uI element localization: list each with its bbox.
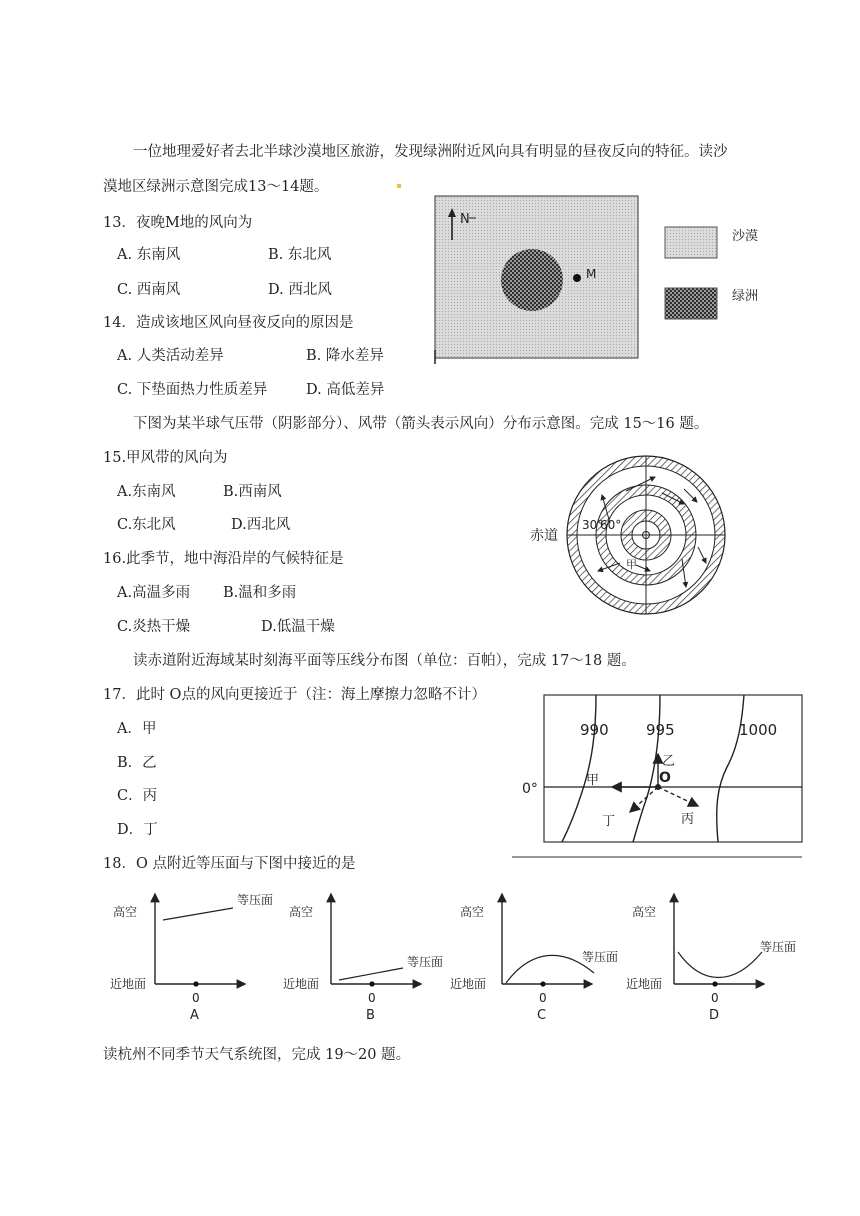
intro-text-2: 下图为某半球气压带（阴影部分）、风带（箭头表示风向）分布示意图。完成 15～16 题。 — [133, 416, 709, 432]
q15-option-d[interactable]: D.西北风 — [231, 517, 291, 533]
q14-option-d[interactable]: D. 高低差异 — [306, 382, 385, 398]
intro-text-3: 读赤道附近海域某时刻海平面等压线分布图（单位：百帕），完成 17～18 题。 — [133, 653, 636, 669]
q16-option-d[interactable]: D.低温干燥 — [261, 619, 335, 635]
ding-label: 丁 — [602, 814, 616, 829]
surface-label: 等压面 — [582, 950, 619, 964]
ground-label: 近地面 — [626, 977, 663, 991]
option-letter[interactable]: D — [709, 1008, 720, 1023]
question-16: 16.此季节，地中海沿岸的气候特征是 — [103, 551, 344, 567]
surface-label: 等压面 — [237, 893, 274, 907]
intro-text-4: 读杭州不同季节天气系统图，完成 19～20 题。 — [103, 1047, 411, 1063]
zero-label: 0 — [368, 991, 376, 1005]
q16-option-b[interactable]: B.温和多雨 — [223, 585, 297, 601]
question-17: 17．此时 O点的风向更接近于（注：海上摩擦力忽略不计） — [103, 687, 486, 703]
profile-option-d — [626, 894, 796, 1023]
legend-desert-swatch — [665, 227, 717, 258]
origin-dot — [540, 981, 545, 986]
ground-label: 近地面 — [110, 977, 147, 991]
option-letter[interactable]: A — [190, 1008, 199, 1023]
jia-label: 甲 — [626, 558, 637, 571]
point-o-label: O — [659, 770, 671, 786]
point-m — [573, 274, 581, 282]
legend-oasis-swatch — [665, 288, 717, 319]
high-altitude-label: 高空 — [632, 905, 657, 919]
equator-label: 赤道 — [530, 528, 558, 544]
lat-60-label: 60° — [600, 518, 622, 532]
origin-dot — [712, 981, 717, 986]
q17-option-c[interactable]: C．丙 — [117, 788, 158, 804]
legend-oasis-label: 绿洲 — [732, 289, 759, 304]
high-altitude-label: 高空 — [113, 905, 138, 919]
profile-option-a — [110, 893, 273, 1023]
option-letter[interactable]: B — [366, 1008, 375, 1023]
q17-option-a[interactable]: A．甲 — [117, 721, 157, 737]
question-18: 18．O 点附近等压面与下图中接近的是 — [103, 856, 356, 872]
option-letter[interactable]: C — [537, 1008, 547, 1023]
q17-option-b[interactable]: B．乙 — [117, 755, 157, 771]
jia-label: 甲 — [586, 773, 600, 788]
ground-label: 近地面 — [450, 977, 487, 991]
north-label: N — [460, 212, 470, 227]
high-altitude-label: 高空 — [460, 905, 485, 919]
isobar-990-label: 990 — [580, 721, 609, 739]
oasis-circle — [501, 249, 563, 311]
isobar-995-label: 995 — [646, 721, 675, 739]
marker-dot — [397, 184, 401, 188]
q17-option-d[interactable]: D．丁 — [117, 822, 158, 838]
legend-desert-label: 沙漠 — [732, 229, 759, 244]
q13-option-c[interactable]: C. 西南风 — [117, 282, 181, 298]
q15-option-b[interactable]: B.西南风 — [223, 484, 282, 500]
yi-label: 乙 — [662, 754, 676, 769]
isobar-map — [512, 692, 806, 860]
oasis-map — [420, 190, 759, 366]
q13-option-b[interactable]: B. 东北风 — [268, 247, 332, 263]
point-m-label: M — [586, 267, 597, 281]
isobaric-surface-line — [506, 955, 594, 983]
zero-label: 0 — [711, 991, 719, 1005]
ground-label: 近地面 — [283, 977, 320, 991]
q13-option-a[interactable]: A. 东南风 — [117, 247, 181, 263]
isobaric-surface-line — [163, 908, 233, 920]
q16-option-c[interactable]: C.炎热干燥 — [117, 619, 191, 635]
q16-option-a[interactable]: A.高温多雨 — [117, 585, 191, 601]
pressure-belt-diagram — [566, 455, 726, 615]
high-altitude-label: 高空 — [289, 905, 314, 919]
latitude-0-label: 0° — [522, 781, 538, 797]
pressure-surface-options — [105, 888, 797, 1023]
q13-option-d[interactable]: D. 西北风 — [268, 282, 332, 298]
profile-option-b — [283, 894, 443, 1023]
bing-label: 丙 — [681, 812, 695, 827]
isobaric-surface-line — [678, 952, 762, 978]
q15-option-c[interactable]: C.东北风 — [117, 517, 176, 533]
q14-option-c[interactable]: C. 下垫面热力性质差异 — [117, 382, 268, 398]
profile-option-c — [450, 894, 618, 1023]
surface-label: 等压面 — [407, 955, 444, 969]
intro-text-1b: 漠地区绿洲示意图完成13～14题。 — [103, 179, 329, 195]
lat-30-label: 30° — [582, 518, 604, 532]
q15-option-a[interactable]: A.东南风 — [117, 484, 176, 500]
isobar-1000-label: 1000 — [739, 721, 778, 739]
surface-label: 等压面 — [760, 940, 797, 954]
origin-dot — [193, 981, 198, 986]
q14-option-a[interactable]: A. 人类活动差异 — [117, 348, 224, 364]
q14-option-b[interactable]: B. 降水差异 — [306, 348, 384, 364]
question-13: 13．夜晚M地的风向为 — [103, 215, 253, 231]
intro-text-1: 一位地理爱好者去北半球沙漠地区旅游，发现绿洲附近风向具有明显的昼夜反向的特征。读沙 — [133, 144, 728, 160]
question-14: 14．造成该地区风向昼夜反向的原因是 — [103, 315, 354, 331]
origin-dot — [369, 981, 374, 986]
zero-label: 0 — [192, 991, 200, 1005]
isobaric-surface-line — [339, 968, 403, 980]
zero-label: 0 — [539, 991, 547, 1005]
question-15: 15.甲风带的风向为 — [103, 450, 228, 466]
